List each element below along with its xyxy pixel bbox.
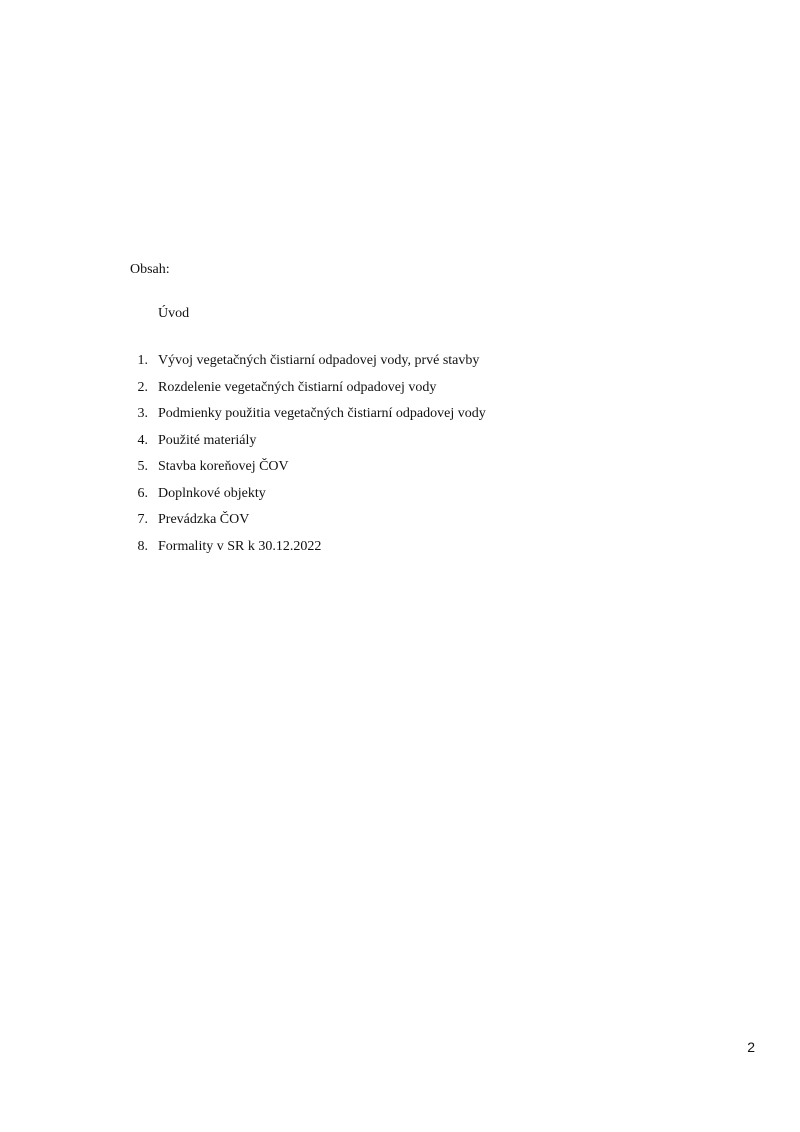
toc-item-number: 5. [137,459,148,474]
toc-item [0,485,700,512]
toc-item [0,511,700,538]
toc-item-number: 3. [137,406,148,421]
toc-list [0,352,700,564]
toc-item [0,538,700,565]
page-number: 2 [747,1039,755,1055]
toc-item-text: Formality v SR k 30.12.2022 [158,538,322,554]
toc-item-number: 7. [137,512,148,527]
toc-item [0,458,700,485]
toc-item-text: Doplnkové objekty [158,485,266,501]
toc-item-number: 8. [137,538,148,554]
toc-item-number: 6. [137,485,148,501]
toc-item-text: Podmienky použitia vegetačných čistiarní odpadovej vody [158,406,486,421]
toc-intro-entry: Úvod [158,306,190,321]
toc-item [0,405,700,432]
toc-item-text: Stavba koreňovej ČOV [158,459,289,474]
toc-item [0,379,700,406]
toc-item-text: Použité materiály [158,432,257,448]
toc-heading: Obsah: [130,262,170,277]
toc-item-number: 1. [137,353,148,368]
toc-item-text: Rozdelenie vegetačných čistiarní odpadovej vody [158,379,437,395]
toc-item-number: 4. [137,432,148,448]
toc-item [0,352,700,379]
toc-item-number: 2. [137,379,148,395]
toc-item-text: Vývoj vegetačných čistiarní odpadovej vody, prvé stavby [158,353,480,368]
toc-item [0,432,700,459]
toc-item-text: Prevádzka ČOV [158,512,250,527]
